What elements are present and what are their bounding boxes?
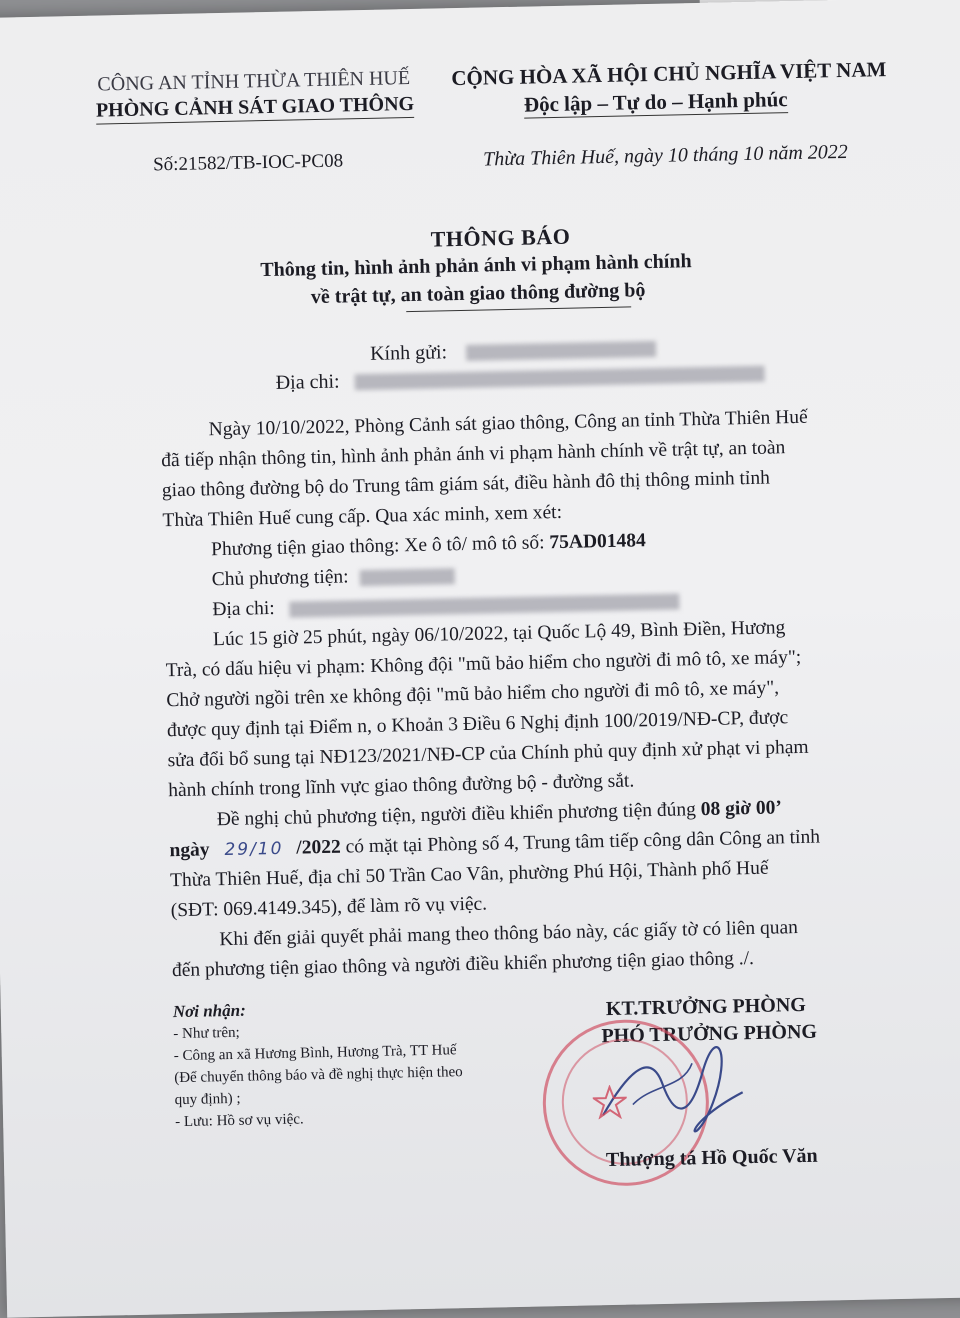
document-subtitle-2: về trật tự, an toàn giao thông đường bộ bbox=[310, 279, 646, 309]
redacted-address bbox=[354, 366, 764, 391]
paragraph-2-line-4: được quy định tại Điểm n, o Khoản 3 Điều 6 Nghị định 100/2019/NĐ-CP, được bbox=[166, 707, 789, 742]
paragraph-3-line-3: Thừa Thiên Huế, địa chỉ 50 Trần Cao Vân, phường Phú Hội, Thành phố Huế bbox=[169, 857, 769, 892]
country-name: CỘNG HÒA XÃ HỘI CHỦ NGHĨA VIỆT NAM bbox=[451, 57, 887, 91]
signature-title-2: PHÓ TRƯỞNG PHÒNG bbox=[601, 1020, 818, 1048]
paragraph-1-line-3: giao thông đường bộ do Trung tâm giám sát, điều hành đô thị thông minh tỉnh bbox=[161, 467, 771, 502]
doc-number: Số:21582/TB-IOC-PC08 bbox=[152, 150, 344, 176]
recipients-item-3: (Để chuyển thông báo và đề nghị thực hiện theo bbox=[174, 1064, 463, 1087]
recipients-item-5: - Lưu: Hồ sơ vụ việc. bbox=[174, 1111, 304, 1131]
document-title: THÔNG BÁO bbox=[430, 223, 571, 252]
paragraph-4-line-2: đến phương tiện giao thông và người điều khiển phương tiện giao thông ./. bbox=[171, 948, 755, 982]
paragraph-3-text-a: Đề nghị chủ phương tiện, người điều khiển phương tiện đúng bbox=[216, 799, 697, 831]
recipients-heading: Nơi nhận: bbox=[172, 1000, 246, 1022]
paragraph-1-line-1: Ngày 10/10/2022, Phòng Cảnh sát giao thông, Công an tỉnh Thừa Thiên Huế bbox=[208, 406, 808, 441]
motto: Độc lập – Tự do – Hạnh phúc bbox=[523, 87, 788, 117]
signer-name: Thượng tá Hồ Quốc Văn bbox=[605, 1144, 818, 1172]
recipient-line bbox=[370, 337, 656, 366]
recipient-label: Kính gửi: bbox=[369, 341, 448, 365]
recipients-item-1: - Như trên; bbox=[173, 1024, 240, 1043]
redacted-owner bbox=[359, 568, 454, 586]
paragraph-3-line-4: (SĐT: 069.4149.345), để làm rõ vụ việc. bbox=[170, 893, 488, 922]
paragraph-1-line-2: đã tiếp nhận thông tin, hình ảnh phản ánh vi phạm hành chính về trật tự, an toàn bbox=[161, 437, 786, 472]
redacted-owner-address bbox=[289, 593, 679, 617]
department-name: PHÒNG CẢNH SÁT GIAO THÔNG bbox=[96, 93, 415, 125]
appointment-day-label: ngày bbox=[169, 839, 210, 862]
paragraph-2-line-3: Chở người ngồi trên xe không đội "mũ bảo hiểm cho người đi mô tô, xe máy", bbox=[166, 677, 780, 712]
recipients-item-2: - Công an xã Hương Bình, Hương Trà, TT Huế bbox=[173, 1042, 457, 1065]
signature-title-1: KT.TRƯỞNG PHÒNG bbox=[605, 993, 807, 1021]
recipient-address-line bbox=[275, 362, 764, 395]
vehicle-plate: 75AD01484 bbox=[549, 530, 647, 554]
paragraph-2-line-6: hành chính trong lĩnh vực giao thông đường bộ - đường sắt. bbox=[168, 770, 635, 802]
vehicle-label: Phương tiện giao thông: Xe ô tô/ mô tô số: bbox=[210, 532, 545, 561]
paragraph-4-line-1: Khi đến giải quyết phải mang theo thông báo này, các giấy tờ có liên quan bbox=[219, 917, 799, 951]
title-underline bbox=[406, 306, 631, 312]
appointment-time: 08 giờ 00’ bbox=[700, 797, 783, 821]
document-subtitle-1: Thông tin, hình ảnh phản ánh vi phạm hành chính bbox=[260, 250, 692, 282]
place-date: Thừa Thiên Huế, ngày 10 tháng 10 năm 2022 bbox=[482, 140, 849, 171]
redacted-recipient bbox=[466, 341, 656, 361]
handwritten-date: 29/10 bbox=[224, 838, 284, 861]
owner-address-label: Địa chi: bbox=[212, 597, 275, 621]
paragraph-1-line-4: Thừa Thiên Huế cung cấp. Qua xác minh, xem xét: bbox=[162, 501, 563, 532]
appointment-year: /2022 bbox=[296, 836, 341, 859]
recipient-address-label: Địa chi: bbox=[275, 370, 340, 394]
stamp-star-icon bbox=[592, 1085, 627, 1120]
paragraph-2-line-2: Trà, có dấu hiệu vi phạm: Không đội "mũ bảo hiểm cho người đi mô tô, xe máy"; bbox=[165, 646, 802, 682]
paragraph-2-line-5: sửa đổi bổ sung tại NĐ123/2021/NĐ-CP của Chính phủ quy định xử phạt vi phạm bbox=[167, 736, 809, 772]
paragraph-3-text-b: có mặt tại Phòng số 4, Trung tâm tiếp công dân Công an tỉnh bbox=[345, 826, 821, 858]
paragraph-2-line-1: Lúc 15 giờ 25 phút, ngày 06/10/2022, tại Quốc Lộ 49, Bình Điền, Hương bbox=[212, 617, 786, 651]
agency-name: CÔNG AN TỈNH THỪA THIÊN HUẾ bbox=[97, 67, 411, 96]
recipients-item-4: quy định) ; bbox=[174, 1090, 241, 1109]
owner-label: Chủ phương tiện: bbox=[211, 566, 349, 591]
